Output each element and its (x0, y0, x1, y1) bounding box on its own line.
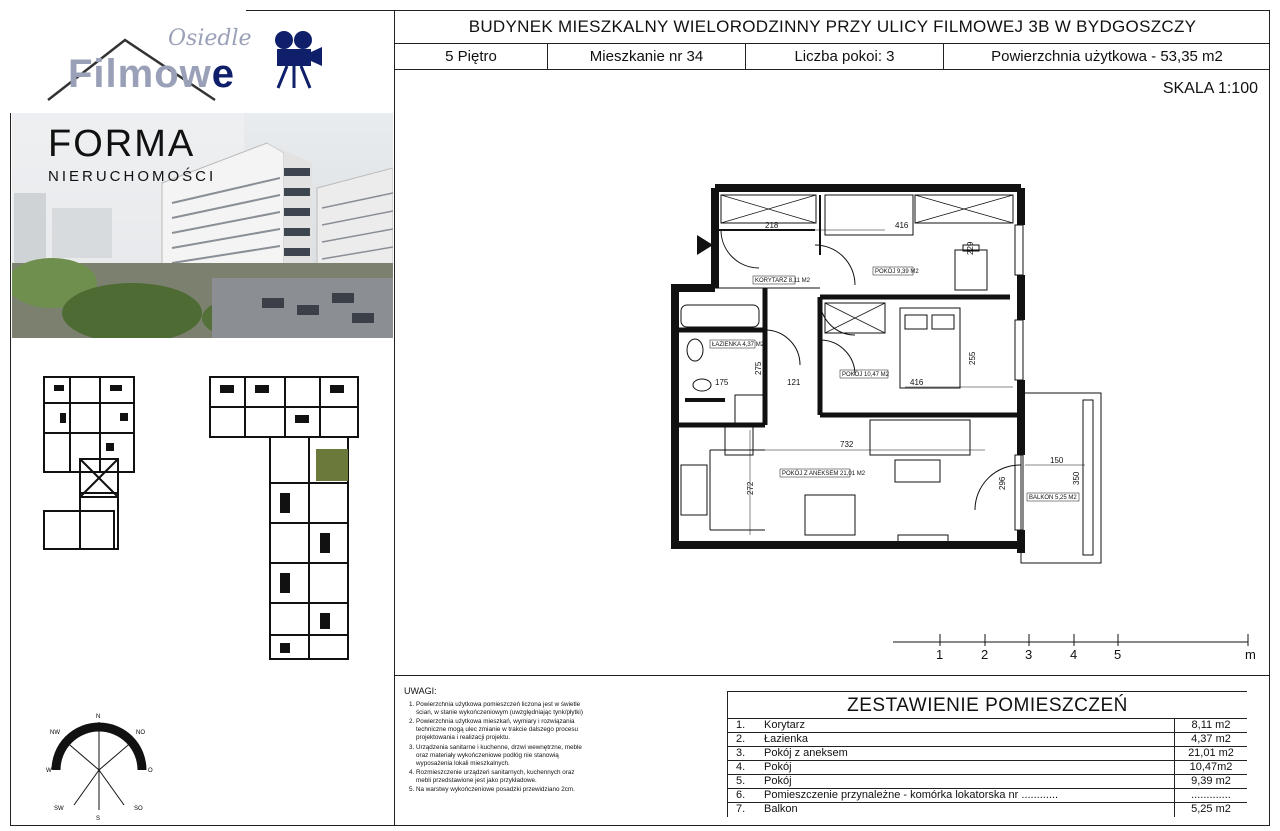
room-label-korytarz: KORYTARZ 8,11 M2 (755, 278, 811, 284)
ruler-tick: 5 (1114, 647, 1122, 662)
note-item: 1. Powierzchnia użytkowa pomieszczeń liczona jest w świetle ścian, w stanie wykończeniowym (uwzględniając tynk/płytki) (416, 701, 589, 717)
note-item: 4. Rozmieszczenie urządzeń sanitarnych, kuchennych oraz mebli przedstawione jest jako przykładowe. (416, 769, 589, 785)
dim-label: 255 (968, 351, 977, 365)
document-title: BUDYNEK MIESZKALNY WIELORODZINNY PRZY ULICY FILMOWEJ 3B W BYDGOSZCZY (395, 10, 1270, 44)
svg-text:NW: NW (50, 730, 60, 736)
dim-label: 732 (840, 440, 854, 449)
table-row: 2. Łazienka 4,37 m2 (728, 733, 1247, 747)
notes (404, 686, 589, 796)
ruler-tick: 3 (1025, 647, 1033, 662)
table-row: 5. Pokój 9,39 m2 (728, 775, 1247, 789)
company-name: FORMA (48, 123, 196, 165)
compass-rose (44, 710, 154, 820)
rooms-table-title: ZESTAWIENIE POMIESZCZEŃ (728, 691, 1247, 719)
note-item: 3. Urządzenia sanitarne i kuchenne, drzwi wewnętrzne, meble oraz materiały wykończeniowe podłóg nie stanowią wyposażenia lokali mieszkalnych. (416, 744, 589, 769)
table-row: 6. Pomieszczenie przynależne - komórka lokatorska nr ............ ............. (728, 789, 1247, 803)
notes-heading: UWAGI: (404, 686, 437, 696)
dim-label: 416 (910, 378, 924, 387)
svg-text:SW: SW (54, 806, 64, 812)
scale-label: SKALA 1:100 (1162, 80, 1258, 97)
entrance-arrow-icon (697, 235, 713, 255)
table-row: 1. Korytarz 8,11 m2 (728, 719, 1247, 733)
room-label-pokoj-5: POKÓJ 9,39 M2 (875, 269, 919, 275)
rooms-table (727, 691, 1247, 817)
logo-main-text: Filmowe (68, 52, 236, 96)
ruler-tick: 1 (936, 647, 944, 662)
left-panel (10, 10, 395, 826)
compass-n: N (96, 714, 101, 720)
logo (10, 10, 252, 113)
apartment-info-row (395, 44, 1270, 70)
room-label-pokoj-4: POKÓJ 10,47 M2 (842, 372, 890, 378)
room-label-balkon: BALKON 5,25 M2 (1029, 495, 1077, 501)
dim-label: 296 (998, 476, 1007, 490)
notes-list (404, 701, 589, 795)
dim-label: 350 (1072, 471, 1081, 485)
floor-cell: 5 Piętro (395, 44, 548, 70)
svg-text:SO: SO (134, 806, 143, 812)
dim-label: 416 (895, 221, 909, 230)
svg-text:S: S (96, 816, 101, 820)
logo-script-text: Osiedle (168, 26, 252, 51)
table-row: 7. Balkon 5,25 m2 (728, 803, 1247, 817)
ruler-tick: 2 (981, 647, 989, 662)
apartment-number-cell: Mieszkanie nr 34 (548, 44, 746, 70)
dim-label: 275 (754, 361, 763, 375)
svg-text:O: O (148, 768, 153, 774)
scale-ruler (893, 628, 1263, 663)
svg-text:NO: NO (136, 730, 145, 736)
note-item: 2. Powierzchnia użytkowa mieszkań, wymiary i rozwiązania techniczne mogą ulec zmianie w trakcie dalszego procesu projektowania i realizacji projektu. (416, 718, 589, 743)
room-label-aneks: POKÓJ Z ANEKSEM 21,01 M2 (782, 471, 866, 477)
usable-area-cell: Powierzchnia użytkowa - 53,35 m2 (991, 48, 1223, 65)
ruler-unit: m (1245, 647, 1256, 662)
site-plan-building-location (200, 373, 370, 665)
dim-label: 272 (746, 481, 755, 495)
floor-plan (655, 175, 1115, 575)
note-item: 5. Na warstwy wykończeniowe posadzki przewidziano 2cm. (416, 786, 589, 794)
dim-label: 175 (715, 378, 729, 387)
notes-section (395, 675, 1270, 826)
table-row: 4. Pokój 10,47m2 (728, 761, 1247, 775)
room-label-lazienka: ŁAZIENKA 4,37 M2 (712, 342, 765, 348)
dim-label: 121 (787, 378, 801, 387)
rooms-count-cell: Liczba pokoi: 3 (746, 44, 944, 70)
dim-label: 229 (966, 241, 975, 255)
company-subtitle: NIERUCHOMOŚCI (48, 168, 217, 185)
site-plan-left-wing (40, 373, 150, 553)
dim-label: 150 (1050, 456, 1064, 465)
ruler-tick: 4 (1070, 647, 1078, 662)
table-row: 3. Pokój z aneksem 21,01 m2 (728, 747, 1247, 761)
apartment-highlight (316, 449, 348, 481)
dim-label: 218 (765, 221, 779, 230)
svg-text:W: W (46, 768, 52, 774)
film-camera-icon (272, 28, 324, 90)
